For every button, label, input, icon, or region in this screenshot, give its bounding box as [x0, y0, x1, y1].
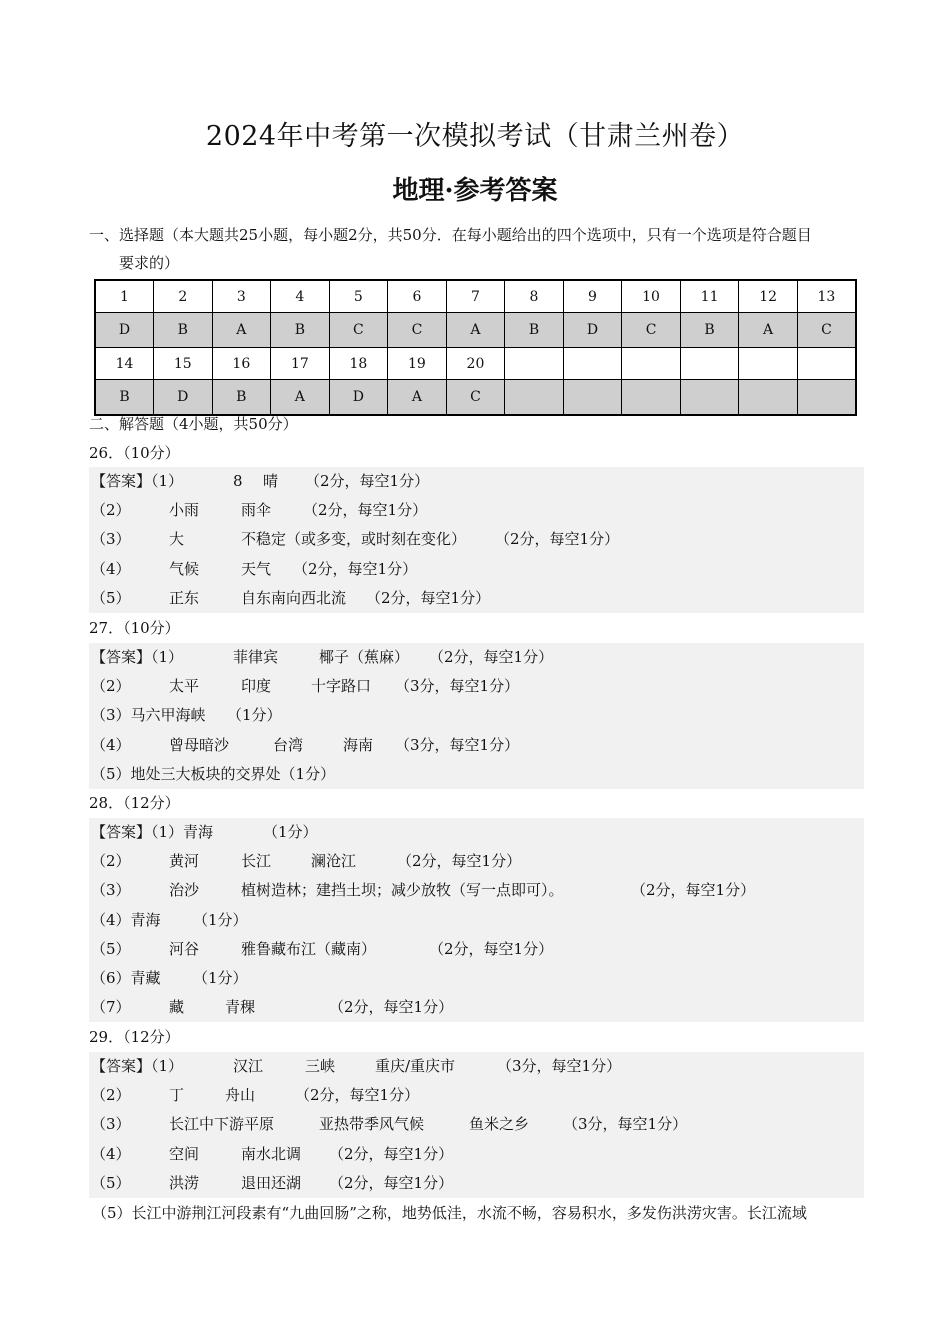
answer-line: [89, 584, 864, 613]
multiple-choice-answer-table: [94, 279, 857, 416]
answer-line: [89, 876, 864, 905]
answer-line: [89, 1140, 864, 1169]
answer-cell: A: [739, 313, 798, 348]
answer-cell: A: [388, 380, 447, 416]
answer-label: 【答案】（1）: [91, 1057, 184, 1075]
question-number-cell: [563, 348, 622, 380]
answer-score: （1分）: [263, 823, 318, 841]
question-number-cell: 12: [739, 280, 798, 313]
answer-score: （3分，每空1分）: [395, 677, 520, 696]
answer-cell: A: [212, 313, 271, 348]
answer-label: 【答案】（1）: [91, 472, 184, 490]
question-29-explanation: （5）长江中游荆江河段素有“九曲回肠”之称，地势低洼，水流不畅，容易积水，多发伤洪涝灾害。长江流域: [92, 1204, 807, 1222]
answer-label: （3）: [91, 881, 131, 900]
answer-score: （2分，每空1分）: [397, 852, 522, 871]
answer-item: 藏: [169, 998, 185, 1017]
page-title: 2024年中考第一次模拟考试（甘肃兰州卷）: [205, 121, 745, 152]
answer-score: （2分，每空1分）: [495, 530, 620, 549]
question-number-cell: 10: [622, 280, 681, 313]
answer-label: （4）: [91, 735, 131, 754]
answer-cell: D: [95, 313, 154, 348]
answer-score: （2分，每空1分）: [293, 559, 418, 578]
answer-item: 气候: [169, 559, 200, 578]
question-28-heading: 28．（12分）: [89, 794, 180, 812]
answer-line: [89, 525, 864, 554]
answer-item: 十字路口: [311, 677, 372, 696]
question-number-cell: [797, 348, 856, 380]
answer-label: 【答案】（1）: [91, 648, 184, 666]
question-26-answer-block: [89, 467, 864, 613]
answer-label: （2）: [91, 1086, 131, 1105]
answer-line: [89, 731, 864, 760]
answer-item: 青稞: [225, 998, 256, 1017]
answer-line: [89, 701, 864, 730]
answer-item: 丁: [169, 1086, 185, 1105]
question-number-cell: 7: [446, 280, 505, 313]
question-28-answer-block: [89, 818, 864, 1022]
answer-item: 自东南向西北流: [241, 588, 347, 607]
question-number-cell: 19: [388, 348, 447, 380]
answer-line: [89, 555, 864, 584]
section-1-line-2: 要求的）: [119, 254, 180, 272]
answer-item: 洪涝: [169, 1173, 200, 1192]
answer-label: （3）: [91, 530, 131, 549]
answer-score: （2分，每空1分）: [631, 881, 756, 900]
question-29-answer-block: [89, 1052, 864, 1198]
answer-label: （3）马六甲海峡: [91, 706, 206, 725]
answer-line: [89, 906, 864, 935]
question-number-cell: 18: [329, 348, 388, 380]
question-number-cell: [505, 348, 564, 380]
answer-score: （2分，每空1分）: [366, 588, 491, 607]
question-29-heading: 29．（12分）: [89, 1028, 180, 1046]
answer-cell: C: [329, 313, 388, 348]
answer-cell: C: [622, 313, 681, 348]
answer-label: （6）青藏: [91, 968, 161, 987]
answer-item: 黄河: [169, 852, 200, 871]
answer-item: 印度: [241, 677, 272, 696]
question-number-row: [95, 280, 856, 313]
answer-item: 台湾: [273, 735, 304, 754]
answer-score: （2分，每空1分）: [329, 1144, 454, 1163]
answer-line: [89, 847, 864, 876]
page-subtitle: 地理·参考答案: [392, 176, 558, 206]
answer-item: 河谷: [169, 939, 200, 958]
answer-item: 大: [169, 530, 185, 549]
answer-item: 曾母暗沙: [169, 735, 230, 754]
question-number-cell: 3: [212, 280, 271, 313]
answer-cell: A: [446, 313, 505, 348]
answer-label: （5）: [91, 1173, 131, 1192]
answer-score: （2分，每空1分）: [329, 1173, 454, 1192]
answer-item: 南水北调: [241, 1144, 302, 1163]
answer-item: 空间: [169, 1144, 200, 1163]
answer-item: 椰子（蕉麻）: [319, 648, 410, 666]
answer-label: （3）: [91, 1115, 131, 1134]
answer-item: 太平: [169, 677, 200, 696]
answer-label: （2）: [91, 677, 131, 696]
answer-cell: B: [154, 313, 213, 348]
answer-score: （3分，每空1分）: [497, 1057, 622, 1075]
question-number-cell: 13: [797, 280, 856, 313]
answer-item: 三峡: [305, 1057, 336, 1075]
question-number-row: [95, 348, 856, 380]
answer-item: 晴: [263, 472, 279, 490]
answer-label: （5）地处三大板块的交界处（1分）: [91, 764, 336, 783]
answer-line: [89, 643, 864, 672]
answer-cell: C: [797, 313, 856, 348]
section-2-heading: 二、解答题（4小题，共50分）: [89, 415, 298, 433]
question-number-cell: 2: [154, 280, 213, 313]
answer-item: 澜沧江: [311, 852, 357, 871]
answer-line: [89, 1169, 864, 1198]
answer-label: （4）: [91, 559, 131, 578]
answer-line: [89, 496, 864, 525]
answer-line: [89, 467, 864, 496]
question-number-cell: 9: [563, 280, 622, 313]
answer-score: （2分，每空1分）: [329, 998, 454, 1017]
question-number-cell: 14: [95, 348, 154, 380]
answer-label: （7）: [91, 998, 131, 1017]
answer-cell: C: [446, 380, 505, 416]
question-number-cell: 11: [680, 280, 739, 313]
answer-line: [89, 818, 864, 847]
answer-cell: D: [563, 313, 622, 348]
answer-score: （1分）: [193, 968, 248, 987]
answer-item: 治沙: [169, 881, 200, 900]
answer-cell: B: [680, 313, 739, 348]
question-number-cell: 16: [212, 348, 271, 380]
answer-item: 长江中下游平原: [169, 1115, 275, 1134]
answer-item: 天气: [241, 559, 272, 578]
answer-score: （3分，每空1分）: [395, 735, 520, 754]
question-number-cell: 20: [446, 348, 505, 380]
question-number-cell: 6: [388, 280, 447, 313]
answer-cell: C: [388, 313, 447, 348]
question-number-cell: 17: [271, 348, 330, 380]
answer-cell: D: [329, 380, 388, 416]
answer-line: [89, 672, 864, 701]
answer-item: 舟山: [225, 1086, 256, 1105]
answer-line: [89, 1081, 864, 1110]
answer-label: （5）: [91, 588, 131, 607]
answer-label: （2）: [91, 852, 131, 871]
answer-line: [89, 1052, 864, 1081]
answer-cell: B: [212, 380, 271, 416]
answer-label: （5）: [91, 939, 131, 958]
answer-item: 汉江: [233, 1057, 264, 1075]
answer-label: （4）: [91, 1144, 131, 1163]
answer-score: （2分，每空1分）: [303, 501, 428, 520]
answer-cell: A: [271, 380, 330, 416]
answer-item: 亚热带季风气候: [319, 1115, 425, 1134]
answer-cell: B: [95, 380, 154, 416]
answer-cell: B: [271, 313, 330, 348]
answer-item: 小雨: [169, 501, 200, 520]
answer-label: （4）青海: [91, 910, 161, 929]
answer-item: 退田还湖: [241, 1173, 302, 1192]
answer-score: （1分）: [193, 910, 248, 929]
question-26-heading: 26．（10分）: [89, 444, 180, 462]
answer-line: [89, 1110, 864, 1139]
question-27-answer-block: [89, 643, 864, 789]
answer-label: 【答案】（1）青海: [91, 823, 214, 841]
answer-line: [89, 935, 864, 964]
question-number-cell: 1: [95, 280, 154, 313]
answer-label: （2）: [91, 501, 131, 520]
question-27-heading: 27．（10分）: [89, 619, 180, 637]
answer-item: 雅鲁藏布江（藏南）: [241, 939, 377, 958]
answer-score: （2分，每空1分）: [295, 1086, 420, 1105]
answer-item: 菲律宾: [233, 648, 279, 666]
answer-score: （2分，每空1分）: [429, 648, 554, 666]
question-number-cell: [739, 348, 798, 380]
answer-item: 不稳定（或多变，或时刻在变化）: [241, 530, 467, 549]
answer-item: 8: [233, 472, 243, 490]
answer-row: [95, 313, 856, 348]
answer-cell: B: [505, 313, 564, 348]
answer-score: （2分，每空1分）: [429, 939, 554, 958]
answer-item: 长江: [241, 852, 272, 871]
section-1-heading: [89, 221, 869, 277]
answer-item: 雨伞: [241, 501, 272, 520]
answer-item: 海南: [343, 735, 374, 754]
answer-score: （3分，每空1分）: [563, 1115, 688, 1134]
question-number-cell: [680, 348, 739, 380]
answer-item: 重庆/重庆市: [375, 1057, 456, 1075]
section-1-line-1: 一、选择题（本大题共25小题，每小题2分，共50分．在每小题给出的四个选项中，只有一个选项是符合题目: [89, 226, 812, 244]
question-number-cell: 15: [154, 348, 213, 380]
answer-item: 正东: [169, 588, 200, 607]
answer-score: （1分）: [227, 706, 282, 725]
answer-line: [89, 993, 864, 1022]
answer-cell: D: [154, 380, 213, 416]
answer-score: （2分，每空1分）: [305, 472, 430, 490]
question-number-cell: 8: [505, 280, 564, 313]
answer-line: [89, 760, 864, 789]
answer-item: 鱼米之乡: [469, 1115, 530, 1134]
answer-item: 植树造林；建挡土坝；减少放牧（写一点即可）。: [241, 881, 564, 900]
question-number-cell: [622, 348, 681, 380]
question-number-cell: 4: [271, 280, 330, 313]
answer-line: [89, 964, 864, 993]
question-number-cell: 5: [329, 280, 388, 313]
